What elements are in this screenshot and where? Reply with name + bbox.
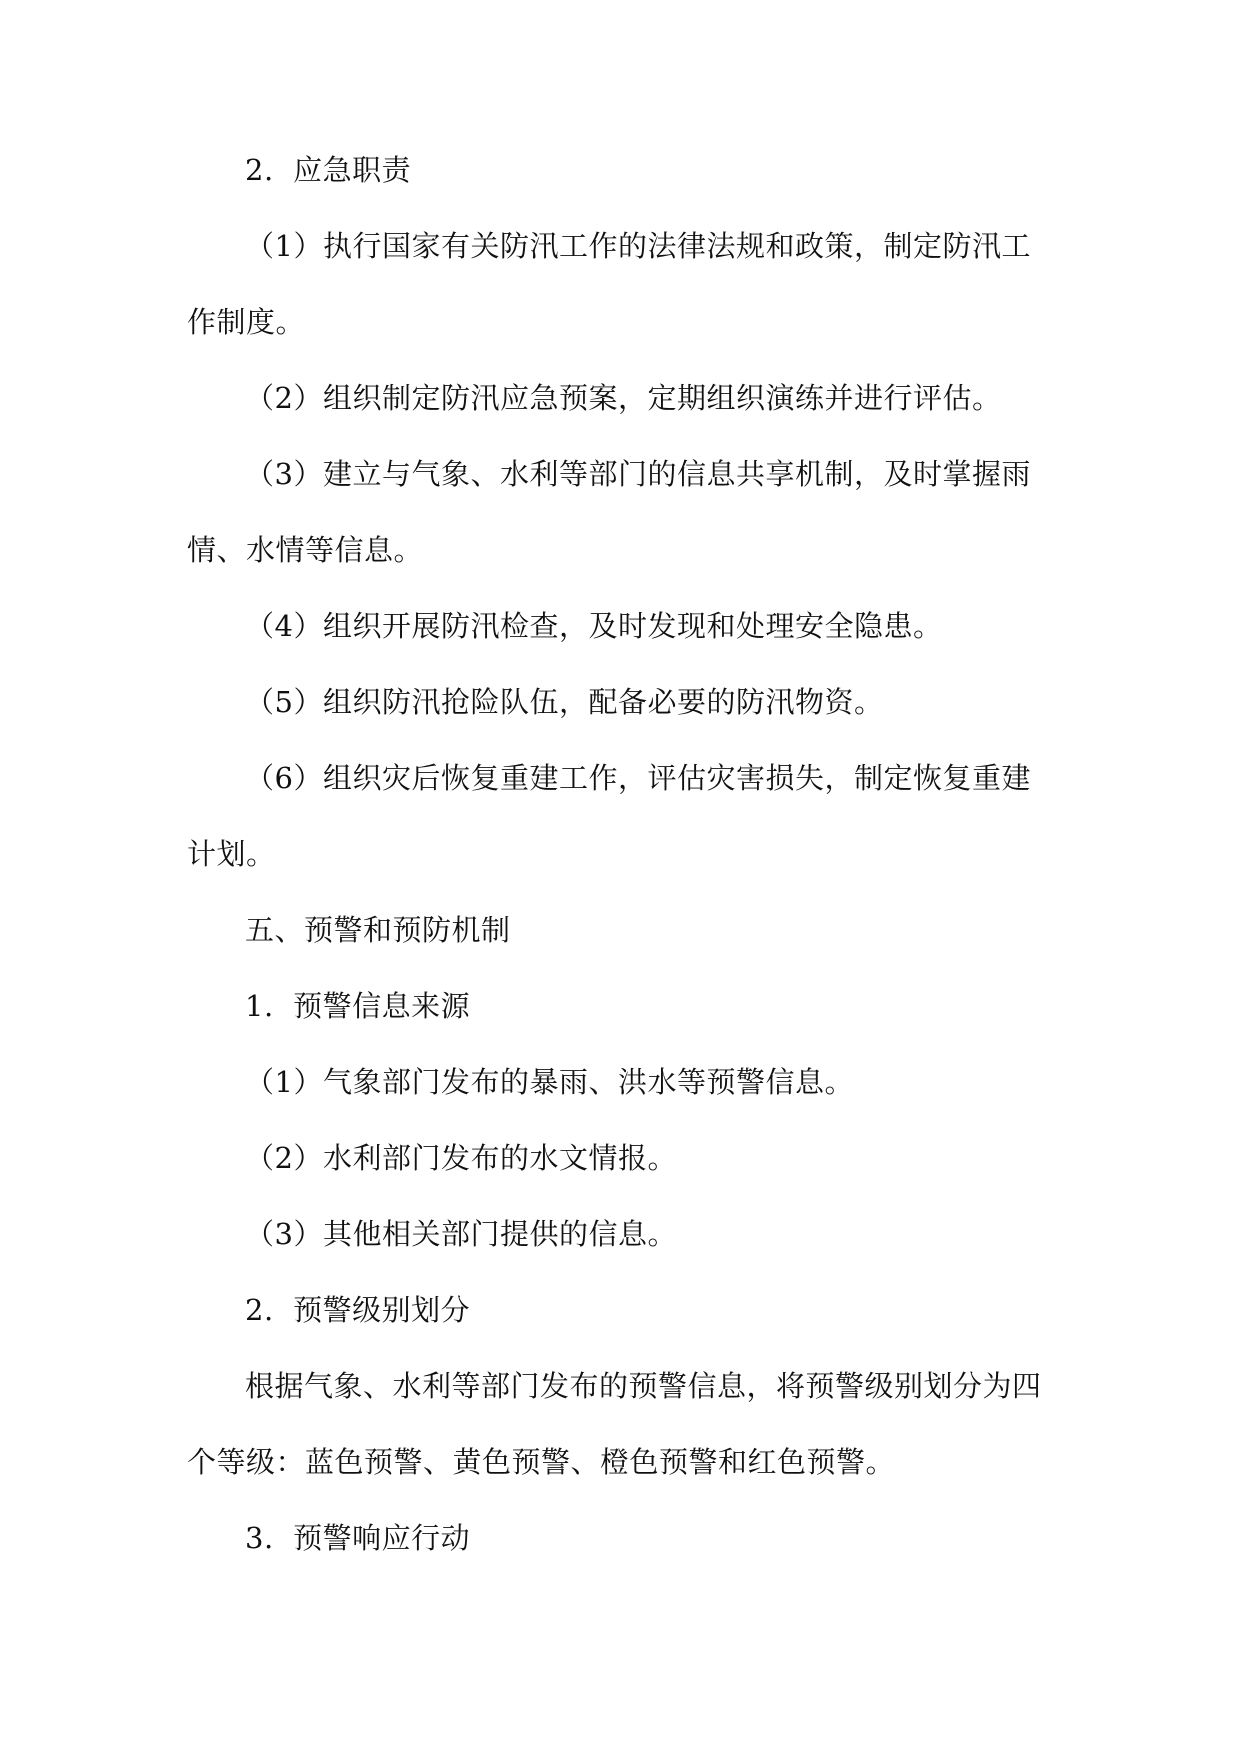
list-item: （3）其他相关部门提供的信息。 [245, 1217, 677, 1251]
list-item: （4）组织开展防汛检查，及时发现和处理安全隐患。 [245, 609, 943, 643]
list-item: （2）水利部门发布的水文情报。 [245, 1141, 677, 1175]
list-item: （2）组织制定防汛应急预案，定期组织演练并进行评估。 [245, 381, 1002, 415]
list-item: （6）组织灾后恢复重建工作，评估灾害损失，制定恢复重建计划。 [187, 761, 1031, 871]
chapter-heading: 五、预警和预防机制 [245, 913, 511, 947]
list-item: （1）气象部门发布的暴雨、洪水等预警信息。 [245, 1065, 854, 1099]
list-item: （3）建立与气象、水利等部门的信息共享机制，及时掌握雨情、水情等信息。 [187, 457, 1031, 567]
document-body [187, 132, 1057, 1576]
section-heading: 1. 预警信息来源 [245, 989, 471, 1023]
list-item: （1）执行国家有关防汛工作的法律法规和政策，制定防汛工作制度。 [187, 229, 1031, 339]
list-item: （5）组织防汛抢险队伍，配备必要的防汛物资。 [245, 685, 884, 719]
section-heading: 2. 应急职责 [245, 153, 412, 187]
body-paragraph: 根据气象、水利等部门发布的预警信息，将预警级别划分为四个等级：蓝色预警、黄色预警、橙色预警和红色预警。 [187, 1369, 1042, 1479]
section-heading: 3. 预警响应行动 [245, 1521, 471, 1555]
section-heading: 2. 预警级别划分 [245, 1293, 471, 1327]
